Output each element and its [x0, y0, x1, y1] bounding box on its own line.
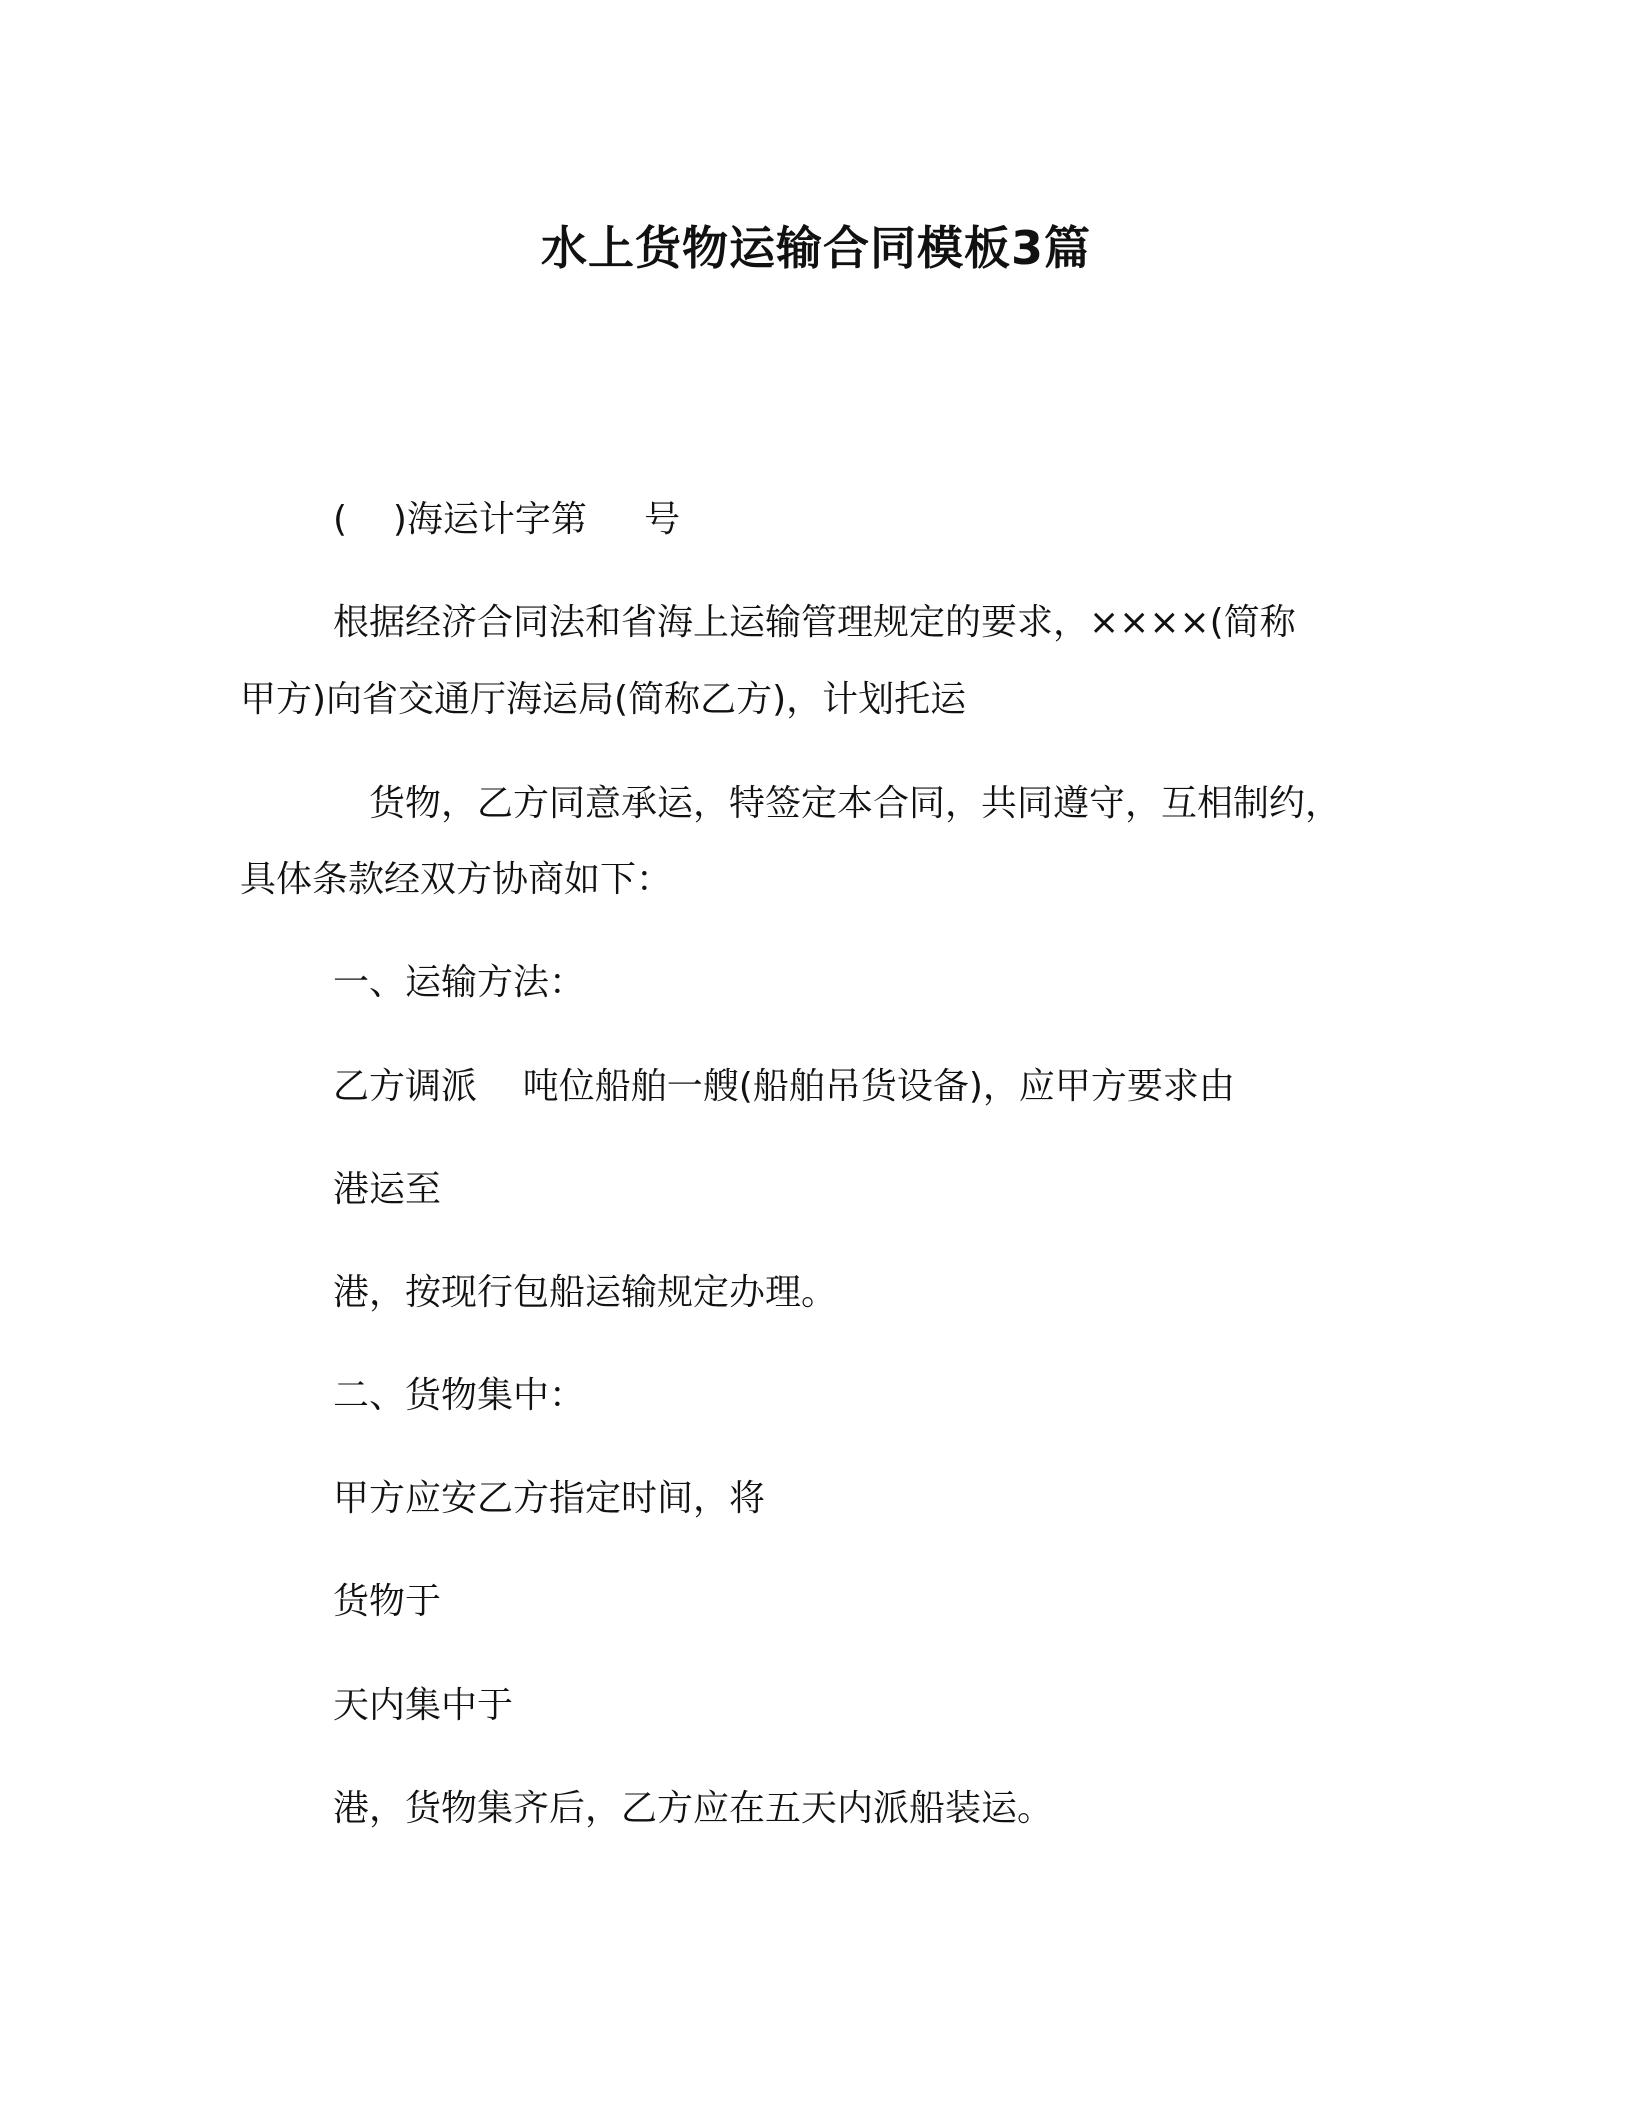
- paragraph-line: 货物于: [333, 1581, 442, 1622]
- paragraph-line: 天内集中于: [333, 1685, 514, 1726]
- paragraph-line: 甲方)向省交通厅海运局(简称乙方)，计划托运: [240, 679, 967, 720]
- contract-number-line: ( )海运计字第 号: [333, 499, 681, 540]
- paragraph-line: 乙方调派 吨位船舶一艘(船舶吊货设备)，应甲方要求由: [333, 1066, 1235, 1107]
- paragraph-line: 根据经济合同法和省海上运输管理规定的要求，××××(简称: [333, 602, 1296, 643]
- paragraph-line: 具体条款经双方协商如下：: [240, 859, 673, 900]
- paragraph-line: 港运至: [333, 1169, 442, 1210]
- paragraph-line: 甲方应安乙方指定时间，将: [333, 1478, 766, 1519]
- paragraph-line: 货物，乙方同意承运，特签定本合同，共同遵守，互相制约，: [369, 783, 1342, 824]
- section-heading: 二、货物集中：: [333, 1375, 586, 1416]
- paragraph-line: 港，按现行包船运输规定办理。: [333, 1272, 838, 1313]
- paragraph-line: 港，货物集齐后，乙方应在五天内派船装运。: [333, 1788, 1054, 1829]
- section-heading: 一、运输方法：: [333, 962, 586, 1003]
- document-title: 水上货物运输合同模板3篇: [540, 221, 1091, 275]
